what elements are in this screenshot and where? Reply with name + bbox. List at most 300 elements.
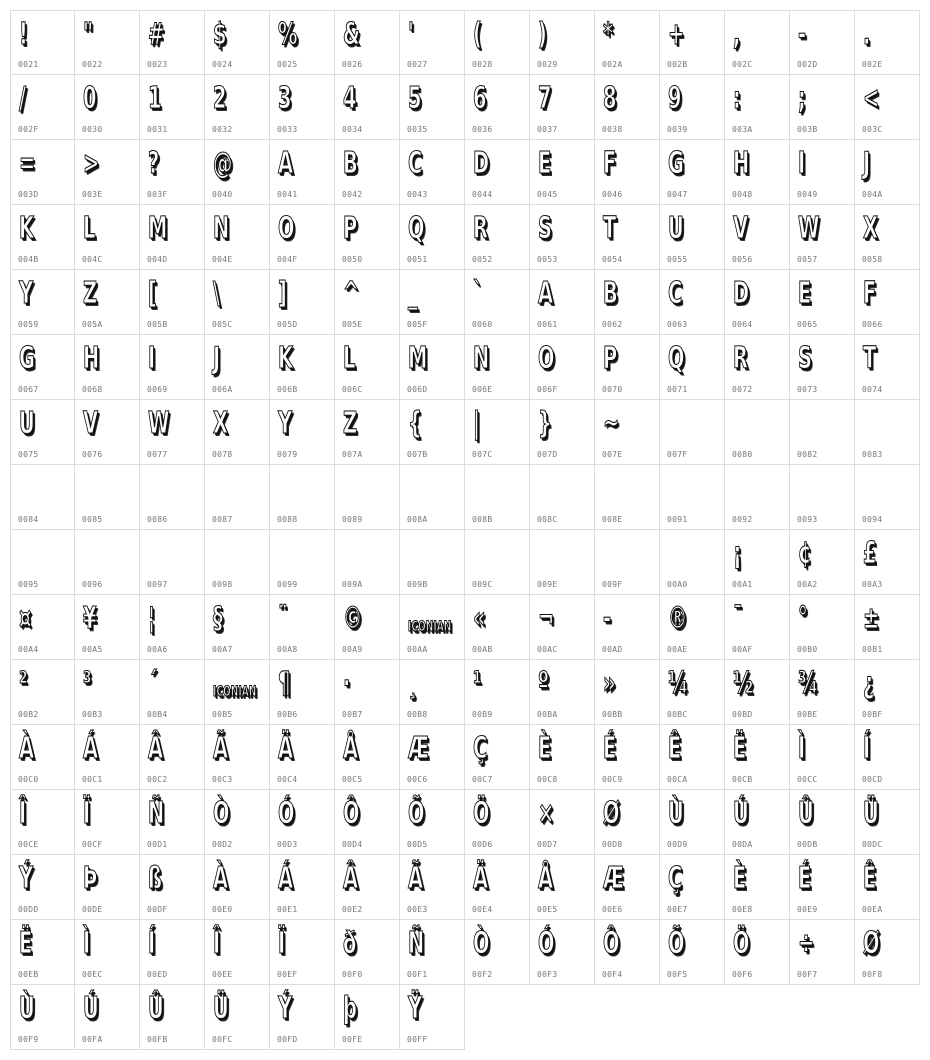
glyph-sample: ICONIAN bbox=[408, 619, 452, 635]
glyph-sample: _ bbox=[408, 276, 418, 311]
glyph-cell bbox=[10, 985, 75, 1050]
glyph-sample: Ñ bbox=[148, 796, 165, 831]
glyph-cell bbox=[270, 10, 335, 75]
glyph-code-label: 00B3 bbox=[82, 710, 103, 719]
glyph-cell bbox=[140, 335, 205, 400]
glyph-code-label: 00F6 bbox=[732, 970, 753, 979]
glyph-sample: 4 bbox=[343, 81, 357, 116]
glyph-cell bbox=[660, 205, 725, 270]
glyph-sample: ' bbox=[408, 17, 414, 52]
glyph-cell bbox=[75, 530, 140, 595]
glyph-cell bbox=[270, 855, 335, 920]
glyph-code-label: 00DC bbox=[862, 840, 883, 849]
glyph-code-label: 0070 bbox=[602, 385, 623, 394]
glyph-sample: + bbox=[668, 17, 685, 52]
glyph-code-label: 007D bbox=[537, 450, 558, 459]
glyph-code-label: 00AA bbox=[407, 645, 428, 654]
glyph-cell bbox=[140, 75, 205, 140]
glyph-code-label: 00F1 bbox=[407, 970, 428, 979]
glyph-cell bbox=[75, 920, 140, 985]
glyph-code-label: 00B7 bbox=[342, 710, 363, 719]
glyph-sample: Õ bbox=[668, 926, 685, 961]
glyph-sample: G bbox=[668, 146, 684, 181]
glyph-cell bbox=[400, 920, 465, 985]
glyph-sample: Ù bbox=[19, 991, 35, 1026]
glyph-sample: Õ bbox=[408, 796, 425, 831]
glyph-cell bbox=[530, 335, 595, 400]
glyph-sample: " bbox=[83, 17, 94, 52]
glyph-sample: Å bbox=[538, 861, 554, 896]
glyph-code-label: 00BC bbox=[667, 710, 688, 719]
glyph-cell bbox=[140, 270, 205, 335]
glyph-cell bbox=[205, 985, 270, 1050]
glyph-sample: ® bbox=[668, 601, 688, 636]
glyph-sample: Ò bbox=[213, 796, 230, 831]
glyph-cell bbox=[660, 140, 725, 205]
glyph-sample: À bbox=[213, 861, 229, 896]
glyph-sample: 9 bbox=[668, 81, 682, 116]
glyph-cell bbox=[10, 725, 75, 790]
glyph-sample: A bbox=[278, 146, 294, 181]
glyph-sample: K bbox=[19, 211, 35, 246]
glyph-code-label: 0076 bbox=[82, 450, 103, 459]
glyph-sample: ICONIAN bbox=[213, 684, 257, 700]
glyph-code-label: 00DD bbox=[18, 905, 39, 914]
glyph-code-label: 00AF bbox=[732, 645, 753, 654]
glyph-cell bbox=[140, 400, 205, 465]
glyph-code-label: 0022 bbox=[82, 60, 103, 69]
glyph-cell bbox=[75, 400, 140, 465]
glyph-sample: L bbox=[83, 211, 96, 246]
glyph-sample: > bbox=[83, 146, 100, 181]
glyph-cell bbox=[10, 400, 75, 465]
glyph-cell bbox=[595, 205, 660, 270]
glyph-sample: F bbox=[603, 146, 617, 181]
glyph-sample: ` bbox=[473, 276, 483, 311]
glyph-code-label: 00B1 bbox=[862, 645, 883, 654]
glyph-code-label: 008B bbox=[472, 515, 493, 524]
glyph-code-label: 00FF bbox=[407, 1035, 428, 1044]
glyph-cell bbox=[725, 75, 790, 140]
glyph-cell bbox=[140, 920, 205, 985]
glyph-code-label: 00A0 bbox=[667, 580, 688, 589]
glyph-sample: » bbox=[603, 666, 616, 701]
glyph-cell bbox=[75, 595, 140, 660]
glyph-code-label: 0023 bbox=[147, 60, 168, 69]
glyph-code-label: 0056 bbox=[732, 255, 753, 264]
glyph-cell bbox=[530, 270, 595, 335]
glyph-code-label: 002F bbox=[18, 125, 39, 134]
glyph-cell bbox=[855, 10, 920, 75]
glyph-cell bbox=[10, 920, 75, 985]
glyph-sample: ¢ bbox=[798, 536, 812, 571]
glyph-code-label: 00E2 bbox=[342, 905, 363, 914]
glyph-code-label: 0052 bbox=[472, 255, 493, 264]
glyph-sample: Ã bbox=[213, 731, 229, 766]
glyph-sample: - bbox=[798, 17, 807, 52]
glyph-code-label: 007E bbox=[602, 450, 623, 459]
glyph-sample: × bbox=[538, 796, 555, 831]
glyph-cell bbox=[75, 855, 140, 920]
glyph-sample: Î bbox=[19, 796, 27, 831]
glyph-sample: V bbox=[733, 211, 749, 246]
glyph-cell bbox=[595, 725, 660, 790]
glyph-cell bbox=[335, 270, 400, 335]
glyph-cell bbox=[205, 790, 270, 855]
glyph-sample: Ç bbox=[473, 731, 488, 766]
glyph-cell bbox=[855, 465, 920, 530]
glyph-cell bbox=[725, 10, 790, 75]
glyph-cell bbox=[725, 855, 790, 920]
glyph-code-label: 00BF bbox=[862, 710, 883, 719]
glyph-code-label: 0030 bbox=[82, 125, 103, 134]
glyph-cell bbox=[465, 920, 530, 985]
glyph-sample: Y bbox=[19, 276, 34, 311]
glyph-code-label: 00F7 bbox=[797, 970, 818, 979]
glyph-sample: É bbox=[603, 731, 617, 766]
glyph-cell bbox=[725, 205, 790, 270]
glyph-cell bbox=[205, 920, 270, 985]
glyph-code-label: 0084 bbox=[18, 515, 39, 524]
glyph-code-label: 0058 bbox=[862, 255, 883, 264]
glyph-sample: ÷ bbox=[798, 926, 815, 961]
glyph-code-label: 00CF bbox=[82, 840, 103, 849]
glyph-cell bbox=[140, 465, 205, 530]
glyph-code-label: 00E8 bbox=[732, 905, 753, 914]
glyph-sample: ) bbox=[538, 17, 547, 52]
glyph-cell bbox=[855, 140, 920, 205]
glyph-code-label: 0071 bbox=[667, 385, 688, 394]
glyph-code-label: 00BA bbox=[537, 710, 558, 719]
glyph-cell bbox=[595, 10, 660, 75]
glyph-cell bbox=[335, 205, 400, 270]
glyph-code-label: 00D5 bbox=[407, 840, 428, 849]
glyph-cell bbox=[400, 790, 465, 855]
glyph-code-label: 0025 bbox=[277, 60, 298, 69]
glyph-cell bbox=[400, 465, 465, 530]
glyph-sample: Ó bbox=[278, 796, 295, 831]
glyph-code-label: 0094 bbox=[862, 515, 883, 524]
glyph-sample: Ã bbox=[408, 861, 424, 896]
glyph-cell bbox=[660, 465, 725, 530]
glyph-grid bbox=[10, 10, 920, 1050]
glyph-cell bbox=[595, 530, 660, 595]
glyph-code-label: 002C bbox=[732, 60, 753, 69]
glyph-cell bbox=[10, 270, 75, 335]
glyph-sample: Ü bbox=[863, 796, 879, 831]
glyph-sample: Ê bbox=[668, 731, 682, 766]
glyph-cell bbox=[595, 335, 660, 400]
glyph-code-label: 0065 bbox=[797, 320, 818, 329]
glyph-code-label: 0035 bbox=[407, 125, 428, 134]
glyph-sample: $ bbox=[213, 17, 227, 52]
glyph-code-label: 00BD bbox=[732, 710, 753, 719]
glyph-code-label: 007F bbox=[667, 450, 688, 459]
glyph-code-label: 004C bbox=[82, 255, 103, 264]
glyph-sample: % bbox=[278, 17, 298, 52]
glyph-cell bbox=[335, 725, 400, 790]
glyph-sample: ± bbox=[863, 601, 880, 636]
glyph-sample: < bbox=[863, 81, 880, 116]
glyph-code-label: 00B4 bbox=[147, 710, 168, 719]
glyph-sample: = bbox=[19, 146, 36, 181]
glyph-code-label: 00E6 bbox=[602, 905, 623, 914]
glyph-code-label: 0096 bbox=[82, 580, 103, 589]
glyph-code-label: 0060 bbox=[472, 320, 493, 329]
glyph-cell bbox=[465, 725, 530, 790]
glyph-cell bbox=[10, 75, 75, 140]
glyph-code-label: 007A bbox=[342, 450, 363, 459]
glyph-cell bbox=[660, 725, 725, 790]
glyph-code-label: 0064 bbox=[732, 320, 753, 329]
glyph-code-label: 00FD bbox=[277, 1035, 298, 1044]
glyph-cell bbox=[400, 660, 465, 725]
glyph-cell bbox=[75, 790, 140, 855]
glyph-sample: C bbox=[668, 276, 683, 311]
glyph-code-label: 00C3 bbox=[212, 775, 233, 784]
glyph-sample: E bbox=[538, 146, 552, 181]
glyph-cell bbox=[270, 530, 335, 595]
glyph-code-label: 009E bbox=[537, 580, 558, 589]
glyph-sample: M bbox=[408, 341, 428, 376]
glyph-code-label: 0061 bbox=[537, 320, 558, 329]
glyph-cell bbox=[465, 855, 530, 920]
glyph-cell bbox=[205, 140, 270, 205]
glyph-sample: Ö bbox=[473, 796, 490, 831]
glyph-cell bbox=[465, 140, 530, 205]
glyph-code-label: 006E bbox=[472, 385, 493, 394]
glyph-code-label: 002D bbox=[797, 60, 818, 69]
glyph-code-label: 0042 bbox=[342, 190, 363, 199]
glyph-code-label: 00D9 bbox=[667, 840, 688, 849]
glyph-sample: Ï bbox=[83, 796, 91, 831]
glyph-sample: Ò bbox=[473, 926, 490, 961]
glyph-cell bbox=[400, 270, 465, 335]
glyph-code-label: 00C9 bbox=[602, 775, 623, 784]
glyph-cell bbox=[270, 985, 335, 1050]
glyph-cell bbox=[10, 790, 75, 855]
glyph-cell bbox=[335, 855, 400, 920]
glyph-code-label: 0074 bbox=[862, 385, 883, 394]
glyph-code-label: 009B bbox=[407, 580, 428, 589]
glyph-code-label: 003C bbox=[862, 125, 883, 134]
glyph-code-label: 0098 bbox=[212, 580, 233, 589]
glyph-sample: £ bbox=[863, 536, 877, 571]
glyph-sample: Ü bbox=[213, 991, 229, 1026]
glyph-code-label: 005D bbox=[277, 320, 298, 329]
glyph-sample: À bbox=[19, 731, 35, 766]
glyph-cell bbox=[335, 75, 400, 140]
glyph-cell bbox=[400, 335, 465, 400]
glyph-sample: J bbox=[863, 146, 871, 181]
glyph-code-label: 0026 bbox=[342, 60, 363, 69]
glyph-sample: Ú bbox=[733, 796, 749, 831]
glyph-code-label: 00D3 bbox=[277, 840, 298, 849]
glyph-sample: , bbox=[733, 17, 741, 52]
glyph-cell bbox=[790, 530, 855, 595]
glyph-sample: ¦ bbox=[148, 601, 156, 636]
glyph-code-label: 004F bbox=[277, 255, 298, 264]
glyph-sample: · bbox=[343, 666, 351, 701]
glyph-cell bbox=[140, 790, 205, 855]
glyph-sample: I bbox=[798, 146, 806, 181]
glyph-sample: Ù bbox=[668, 796, 684, 831]
glyph-code-label: 0087 bbox=[212, 515, 233, 524]
glyph-cell bbox=[270, 335, 335, 400]
glyph-cell bbox=[725, 140, 790, 205]
glyph-cell bbox=[75, 660, 140, 725]
glyph-code-label: 009C bbox=[472, 580, 493, 589]
glyph-sample: O bbox=[278, 211, 295, 246]
glyph-code-label: 00FB bbox=[147, 1035, 168, 1044]
glyph-code-label: 0041 bbox=[277, 190, 298, 199]
glyph-cell bbox=[140, 660, 205, 725]
glyph-sample: - bbox=[603, 601, 612, 636]
glyph-cell bbox=[205, 270, 270, 335]
glyph-cell bbox=[75, 75, 140, 140]
glyph-sample: ß bbox=[148, 861, 162, 896]
glyph-code-label: 00A8 bbox=[277, 645, 298, 654]
glyph-cell bbox=[725, 725, 790, 790]
glyph-sample: B bbox=[343, 146, 358, 181]
glyph-sample: \ bbox=[213, 276, 221, 311]
glyph-cell bbox=[465, 660, 530, 725]
glyph-code-label: 0024 bbox=[212, 60, 233, 69]
glyph-cell bbox=[140, 595, 205, 660]
glyph-sample: X bbox=[213, 406, 228, 441]
glyph-cell bbox=[530, 920, 595, 985]
glyph-cell bbox=[725, 400, 790, 465]
glyph-code-label: 0067 bbox=[18, 385, 39, 394]
glyph-code-label: 00D7 bbox=[537, 840, 558, 849]
glyph-cell bbox=[790, 660, 855, 725]
glyph-sample: þ bbox=[343, 991, 357, 1026]
glyph-code-label: 0031 bbox=[147, 125, 168, 134]
glyph-code-label: 00DA bbox=[732, 840, 753, 849]
glyph-code-label: 0029 bbox=[537, 60, 558, 69]
glyph-sample: } bbox=[538, 406, 552, 441]
glyph-sample: Â bbox=[148, 731, 164, 766]
glyph-code-label: 0046 bbox=[602, 190, 623, 199]
glyph-cell bbox=[530, 140, 595, 205]
glyph-code-label: 00AB bbox=[472, 645, 493, 654]
glyph-cell bbox=[530, 465, 595, 530]
glyph-sample: ^ bbox=[343, 276, 360, 311]
glyph-code-label: 00BB bbox=[602, 710, 623, 719]
glyph-sample: Q bbox=[668, 341, 685, 376]
glyph-cell bbox=[75, 10, 140, 75]
glyph-code-label: 004D bbox=[147, 255, 168, 264]
glyph-code-label: 00D1 bbox=[147, 840, 168, 849]
glyph-sample: N bbox=[473, 341, 490, 376]
glyph-cell bbox=[530, 790, 595, 855]
glyph-code-label: 0040 bbox=[212, 190, 233, 199]
glyph-code-label: 00F5 bbox=[667, 970, 688, 979]
glyph-cell bbox=[140, 855, 205, 920]
glyph-cell bbox=[465, 270, 530, 335]
glyph-sample: Ö bbox=[733, 926, 750, 961]
glyph-sample: Ê bbox=[863, 861, 877, 896]
glyph-code-label: 006F bbox=[537, 385, 558, 394]
glyph-cell bbox=[790, 465, 855, 530]
glyph-code-label: 00F0 bbox=[342, 970, 363, 979]
glyph-code-label: 00A7 bbox=[212, 645, 233, 654]
glyph-sample: 1 bbox=[148, 81, 162, 116]
glyph-sample: Ÿ bbox=[408, 991, 423, 1026]
glyph-code-label: 00EB bbox=[18, 970, 39, 979]
glyph-code-label: 00CA bbox=[667, 775, 688, 784]
glyph-code-label: 0047 bbox=[667, 190, 688, 199]
glyph-code-label: 00DB bbox=[797, 840, 818, 849]
glyph-sample: 8 bbox=[603, 81, 617, 116]
glyph-code-label: 0086 bbox=[147, 515, 168, 524]
glyph-cell bbox=[660, 595, 725, 660]
glyph-code-label: 00B0 bbox=[797, 645, 818, 654]
glyph-sample: ¶ bbox=[278, 666, 291, 701]
glyph-sample: Î bbox=[213, 926, 221, 961]
glyph-cell bbox=[465, 75, 530, 140]
glyph-code-label: 00B2 bbox=[18, 710, 39, 719]
glyph-code-label: 00DE bbox=[82, 905, 103, 914]
glyph-code-label: 00EA bbox=[862, 905, 883, 914]
glyph-code-label: 00D4 bbox=[342, 840, 363, 849]
glyph-sample: Í bbox=[863, 731, 871, 766]
glyph-sample: * bbox=[603, 17, 614, 52]
glyph-cell bbox=[530, 530, 595, 595]
glyph-sample: A bbox=[538, 276, 554, 311]
glyph-code-label: 00ED bbox=[147, 970, 168, 979]
glyph-code-label: 0079 bbox=[277, 450, 298, 459]
glyph-code-label: 0072 bbox=[732, 385, 753, 394]
glyph-sample: © bbox=[343, 601, 363, 636]
glyph-code-label: 0099 bbox=[277, 580, 298, 589]
glyph-sample: / bbox=[19, 81, 27, 116]
glyph-code-label: 005B bbox=[147, 320, 168, 329]
glyph-cell bbox=[595, 660, 660, 725]
glyph-cell bbox=[855, 400, 920, 465]
glyph-code-label: 00FE bbox=[342, 1035, 363, 1044]
glyph-cell bbox=[10, 530, 75, 595]
glyph-code-label: 00A9 bbox=[342, 645, 363, 654]
glyph-cell bbox=[725, 920, 790, 985]
glyph-code-label: 00C7 bbox=[472, 775, 493, 784]
glyph-sample: | bbox=[473, 406, 481, 441]
glyph-code-label: 0033 bbox=[277, 125, 298, 134]
glyph-cell bbox=[660, 75, 725, 140]
glyph-cell bbox=[335, 920, 400, 985]
glyph-sample: N bbox=[213, 211, 230, 246]
glyph-sample: F bbox=[863, 276, 877, 311]
glyph-code-label: 0055 bbox=[667, 255, 688, 264]
glyph-cell bbox=[270, 790, 335, 855]
glyph-code-label: 004A bbox=[862, 190, 883, 199]
glyph-cell bbox=[465, 790, 530, 855]
glyph-code-label: 00F2 bbox=[472, 970, 493, 979]
glyph-sample: K bbox=[278, 341, 294, 376]
glyph-code-label: 00EC bbox=[82, 970, 103, 979]
glyph-code-label: 006D bbox=[407, 385, 428, 394]
glyph-code-label: 0080 bbox=[732, 450, 753, 459]
glyph-code-label: 00C5 bbox=[342, 775, 363, 784]
glyph-sample: # bbox=[148, 17, 165, 52]
glyph-code-label: 00D6 bbox=[472, 840, 493, 849]
glyph-code-label: 003A bbox=[732, 125, 753, 134]
glyph-sample: Ý bbox=[278, 991, 293, 1026]
glyph-code-label: 0038 bbox=[602, 125, 623, 134]
glyph-code-label: 00C0 bbox=[18, 775, 39, 784]
glyph-cell bbox=[855, 205, 920, 270]
glyph-code-label: 00EE bbox=[212, 970, 233, 979]
